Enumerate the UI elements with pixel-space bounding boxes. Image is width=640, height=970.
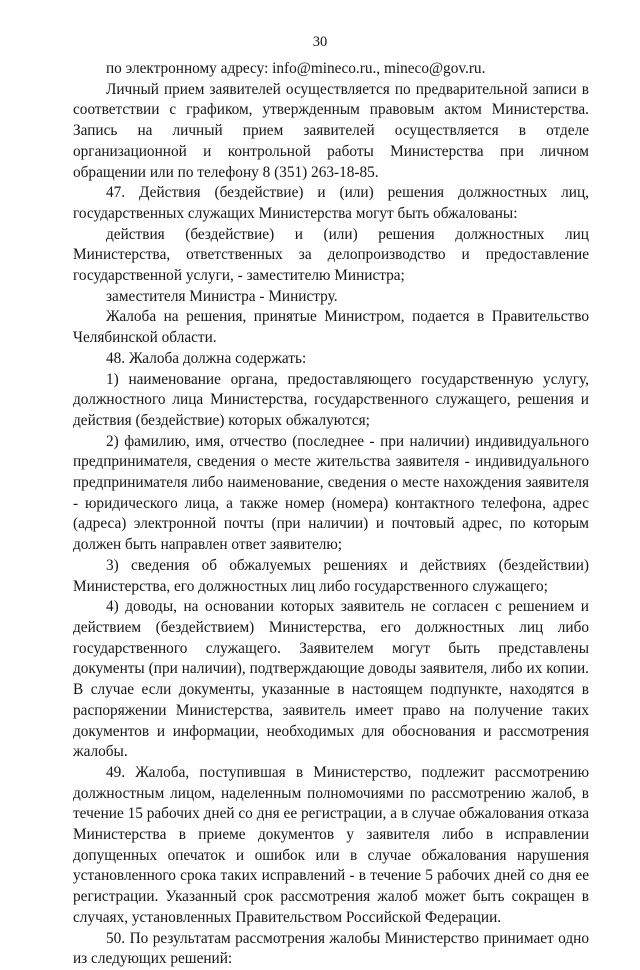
- paragraph-48-item-4: 4) доводы, на основании которых заявитель не согласен с решением и действием (бездействием) Министерства, его должностных лиц либо государственного служащего. Заявителем могут быть представлены документы (при наличии), подтверждающие доводы заявителя, либо их копии. В случае если документы, указанные в настоящем подпункте, находятся в распоряжении Министерства, заявитель имеет право на получение таких документов и информации, необходимых для обоснования и рассмотрения жалобы.: [73, 598, 589, 761]
- paragraph-complaint-government: Жалоба на решения, принятые Министром, подается в Правительство Челябинской области.: [73, 308, 589, 347]
- paragraph-50: 50. По результатам рассмотрения жалобы Министерство принимает одно из следующих решений:: [73, 929, 589, 968]
- paragraph-personal-reception: Личный прием заявителей осуществляется по предварительной записи в соответствии с графиком, утвержденным правовым актом Министерства. Запись на личный прием заявителей осуществляется в отделе организационной и контрольной работы Министерства при личном обращении или по телефону 8 (351) 263-18-85.: [73, 80, 589, 181]
- paragraph-47-item-1: действия (бездействие) и (или) решения должностных лиц Министерства, ответственных за делопроизводство и предоставление государственной услуги, - заместителю Министра;: [73, 225, 589, 285]
- paragraph-47: 47. Действия (бездействие) и (или) решения должностных лиц, государственных служащих Министерства могут быть обжалованы:: [73, 184, 589, 222]
- scan-artifact-marks: [160, 0, 480, 6]
- paragraph-email: по электронному адресу: info@mineco.ru., mineco@gov.ru.: [106, 60, 486, 77]
- paragraph-49: 49. Жалоба, поступившая в Министерство, подлежит рассмотрению должностным лицом, наделенным полномочиями по рассмотрению жалоб, в течение 15 рабочих дней со дня ее регистрации, а в случае обжалования отказа Министерства в приеме документов у заявителя либо в исправлении допущенных опечаток и ошибок или в случае обжалования нарушения установленного срока таких исправлений - в течение 5 рабочих дней со дня ее регистрации. Указанный срок рассмотрения жалоб может быть сокращен в случаях, установленных Правительством Российской Федерации.: [73, 763, 589, 926]
- paragraph-48-item-3: 3) сведения об обжалуемых решениях и действиях (бездействии) Министерства, его должностных лиц либо государственного служащего;: [73, 556, 589, 595]
- paragraph-48: 48. Жалоба должна содержать:: [106, 349, 307, 367]
- paragraph-47-item-2: заместителя Министра - Министру.: [106, 287, 338, 305]
- paragraph-48-item-2: 2) фамилию, имя, отчество (последнее - при наличии) индивидуального предпринимателя, сведения о месте жительства заявителя - индивидуального предпринимателя либо наименование, сведения о месте нахождения заявителя - юридического лица, а также номер (номера) контактного телефона, адрес (адреса) электронной почты (при наличии) и почтовый адрес, по которым должен быть направлен ответ заявителю;: [73, 432, 589, 554]
- document-body: [73, 59, 589, 970]
- page-number: 30: [312, 34, 328, 50]
- paragraph-48-item-1: 1) наименование органа, предоставляющего государственную услугу, должностного лица Министерства, государственного служащего, решения и действия (бездействие) которых обжалуются;: [73, 370, 589, 429]
